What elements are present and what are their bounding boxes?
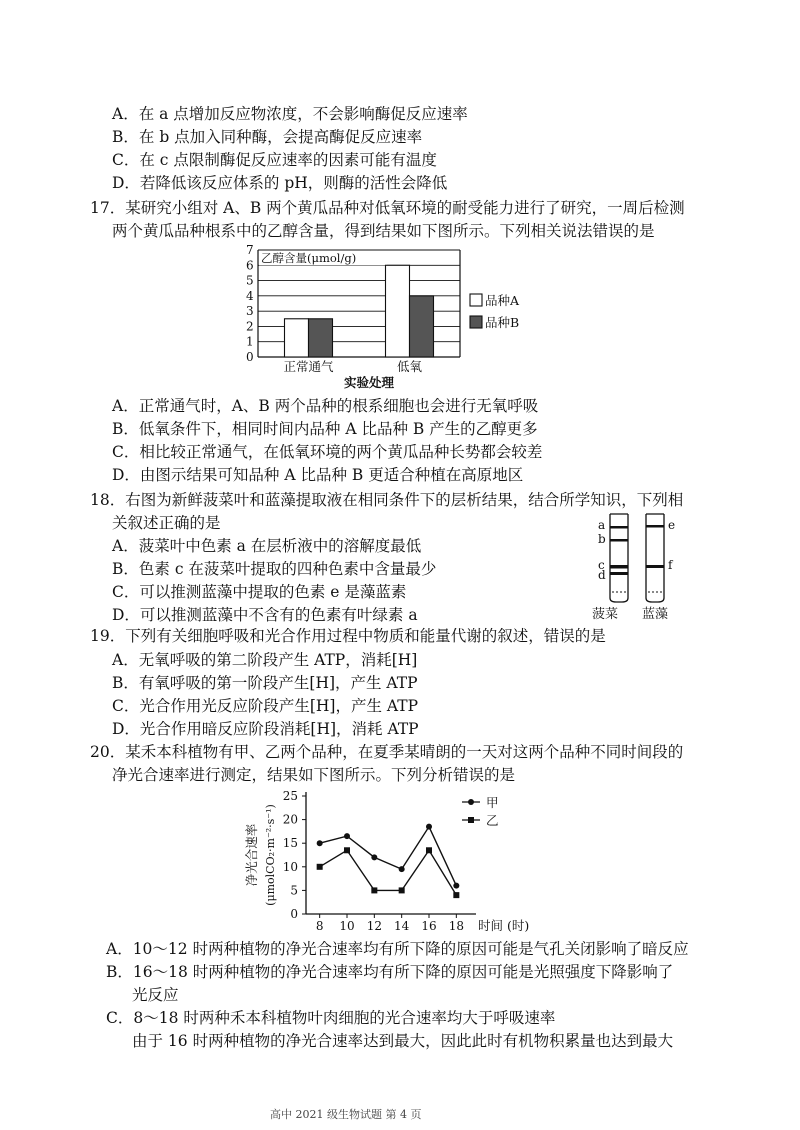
point-乙-18: [453, 892, 459, 898]
q16-option-c: C．在 c 点限制酶促反应速率的因素可能有温度: [112, 151, 437, 169]
y-axis-label: 净光合速率: [244, 823, 259, 887]
legend-label-品种A: 品种A: [485, 293, 520, 308]
q18-option-d: D．可以推测蓝藻中不含有的色素有叶绿素 a: [112, 606, 418, 624]
legend-label-甲: 甲: [486, 795, 499, 810]
series-line-乙: [320, 850, 457, 895]
y-axis-unit: (μmolCO₂·m⁻²·s⁻¹): [264, 804, 277, 906]
q20-stem-line1: 20．某禾本科植物有甲、乙两个品种，在夏季某晴朗的一天对这两个品种不同时间段的: [90, 743, 684, 761]
label-c: c: [598, 558, 605, 572]
chart-title: 乙醇含量(μmol/g): [261, 251, 357, 265]
q18-stem-line1: 18．右图为新鲜菠菜叶和蓝藻提取液在相同条件下的层析结果，结合所学知识，下列相: [90, 491, 684, 509]
strip-spinach: [610, 514, 628, 602]
q19-option-a: A．无氧呼吸的第二阶段产生 ATP，消耗[H]: [112, 651, 418, 669]
x-tick-label: 18: [448, 919, 464, 933]
bar-品种A-正常通气: [285, 319, 309, 357]
q19-option-c: C．光合作用光反应阶段产生[H]，产生 ATP: [112, 697, 419, 715]
band-f: [646, 565, 664, 568]
line-chart: [238, 784, 578, 934]
y-tick-label: 15: [282, 836, 298, 851]
band-c: [610, 565, 628, 569]
legend-label-乙: 乙: [486, 813, 499, 828]
q17-option-a: A．正常通气时，A、B 两个品种的根系细胞也会进行无氧呼吸: [112, 397, 539, 415]
point-甲-8: [317, 840, 323, 846]
q18-option-c: C．可以推测蓝藻中提取的色素 e 是藻蓝素: [112, 583, 407, 601]
x-tick-label: 16: [421, 919, 437, 933]
bar-品种A-低氧: [386, 265, 410, 357]
point-乙-8: [317, 864, 323, 870]
label-a: a: [598, 518, 606, 532]
y-tick-label: 3: [246, 304, 254, 319]
q20-option-d: 由于 16 时两种植物的净光合速率达到最大，因此此时有机物积累量也达到最大: [132, 1032, 674, 1050]
point-甲-14: [399, 866, 405, 872]
legend-label-品种B: 品种B: [485, 315, 520, 330]
chromatography-figure: [588, 510, 698, 622]
y-tick-label: 6: [246, 258, 254, 273]
bar-品种B-正常通气: [309, 319, 333, 357]
point-乙-16: [426, 847, 432, 853]
x-tick-label: 12: [366, 919, 382, 933]
y-tick-label: 0: [290, 907, 298, 921]
legend-swatch-品种B: [470, 316, 482, 328]
y-tick-label: 20: [282, 812, 298, 827]
legend-marker-甲: [468, 799, 474, 805]
x-axis-label: 实验处理: [343, 375, 395, 390]
x-tick-label: 正常通气: [283, 359, 334, 374]
x-tick-label: 10: [339, 919, 355, 933]
q20-option-b-line2: 光反应: [132, 986, 179, 1004]
y-tick-label: 1: [246, 334, 254, 349]
legend-swatch-品种A: [470, 294, 482, 306]
q20-option-b-line1: B．16～18 时两种植物的净光合速率均有所下降的原因可能是光照强度下降影响了: [106, 963, 674, 981]
point-甲-18: [453, 883, 459, 889]
q19-option-b: B．有氧呼吸的第一阶段产生[H]，产生 ATP: [112, 674, 418, 692]
point-甲-16: [426, 824, 432, 830]
y-tick-label: 2: [246, 319, 254, 334]
q16-option-a: A．在 a 点增加反应物浓度，不会影响酶促反应速率: [112, 105, 468, 123]
y-tick-label: 10: [282, 859, 298, 874]
strip-cyanobacteria: [646, 514, 664, 602]
y-tick-label: 0: [246, 350, 254, 364]
x-axis-label: 时间 (时): [478, 918, 530, 933]
point-乙-12: [371, 887, 377, 893]
q18-stem-line2: 关叙述正确的是: [112, 514, 221, 532]
q16-option-b: B．在 b 点加入同种酶，会提高酶促反应速率: [112, 128, 423, 146]
q20-stem-line2: 净光合速率进行测定，结果如下图所示。下列分析错误的是: [112, 766, 516, 784]
q19-option-d: D．光合作用暗反应阶段消耗[H]，消耗 ATP: [112, 720, 419, 738]
label-d: d: [598, 568, 606, 582]
band-a: [610, 526, 628, 529]
band-e: [646, 525, 664, 528]
caption-spinach: 菠菜: [592, 607, 619, 622]
y-tick-label: 7: [246, 243, 254, 257]
y-tick-label: 4: [246, 288, 254, 303]
y-tick-label: 5: [290, 883, 298, 898]
legend-marker-乙: [468, 817, 474, 823]
q19-stem: 19．下列有关细胞呼吸和光合作用过程中物质和能量代谢的叙述，错误的是: [90, 627, 606, 645]
band-d: [610, 572, 628, 575]
y-tick-label: 5: [246, 273, 254, 288]
page-footer: 高中 2021 级生物试题 第 4 页: [270, 1108, 422, 1121]
point-甲-12: [371, 854, 377, 860]
y-tick-label: 25: [282, 789, 298, 803]
q17-stem-line2: 两个黄瓜品种根系中的乙醇含量，得到结果如下图所示。下列相关说法错误的是: [112, 222, 655, 240]
q18-option-a: A．菠菜叶中色素 a 在层析液中的溶解度最低: [112, 537, 422, 555]
q17-stem-line1: 17．某研究小组对 A、B 两个黄瓜品种对低氧环境的耐受能力进行了研究，一周后检测: [90, 199, 685, 217]
label-f: f: [668, 558, 673, 572]
q20-option-c: C．8～18 时两种禾本科植物叶肉细胞的光合速率均大于呼吸速率: [106, 1009, 556, 1027]
label-b: b: [598, 532, 606, 546]
q17-option-c: C．相比较正常通气，在低氧环境的两个黄瓜品种长势都会较差: [112, 443, 543, 461]
q20-option-a: A．10～12 时两种植物的净光合速率均有所下降的原因可能是气孔关闭影响了暗反应: [106, 940, 689, 958]
q18-option-b: B．色素 c 在菠菜叶提取的四种色素中含量最少: [112, 560, 437, 578]
bar-chart: [228, 242, 588, 392]
point-甲-10: [344, 833, 350, 839]
label-e: e: [668, 518, 676, 532]
caption-cyanobacteria: 蓝藻: [642, 607, 669, 622]
bar-品种B-低氧: [410, 296, 434, 357]
x-tick-label: 低氧: [396, 359, 423, 374]
q16-option-d: D．若降低该反应体系的 pH，则酶的活性会降低: [112, 174, 448, 192]
q17-option-b: B．低氧条件下，相同时间内品种 A 比品种 B 产生的乙醇更多: [112, 420, 538, 438]
point-乙-10: [344, 847, 350, 853]
band-b: [610, 539, 628, 542]
point-乙-14: [399, 887, 405, 893]
q17-option-d: D．由图示结果可知品种 A 比品种 B 更适合种植在高原地区: [112, 466, 524, 484]
series-line-甲: [320, 827, 457, 886]
x-tick-label: 14: [394, 919, 410, 933]
x-tick-label: 8: [315, 919, 324, 933]
